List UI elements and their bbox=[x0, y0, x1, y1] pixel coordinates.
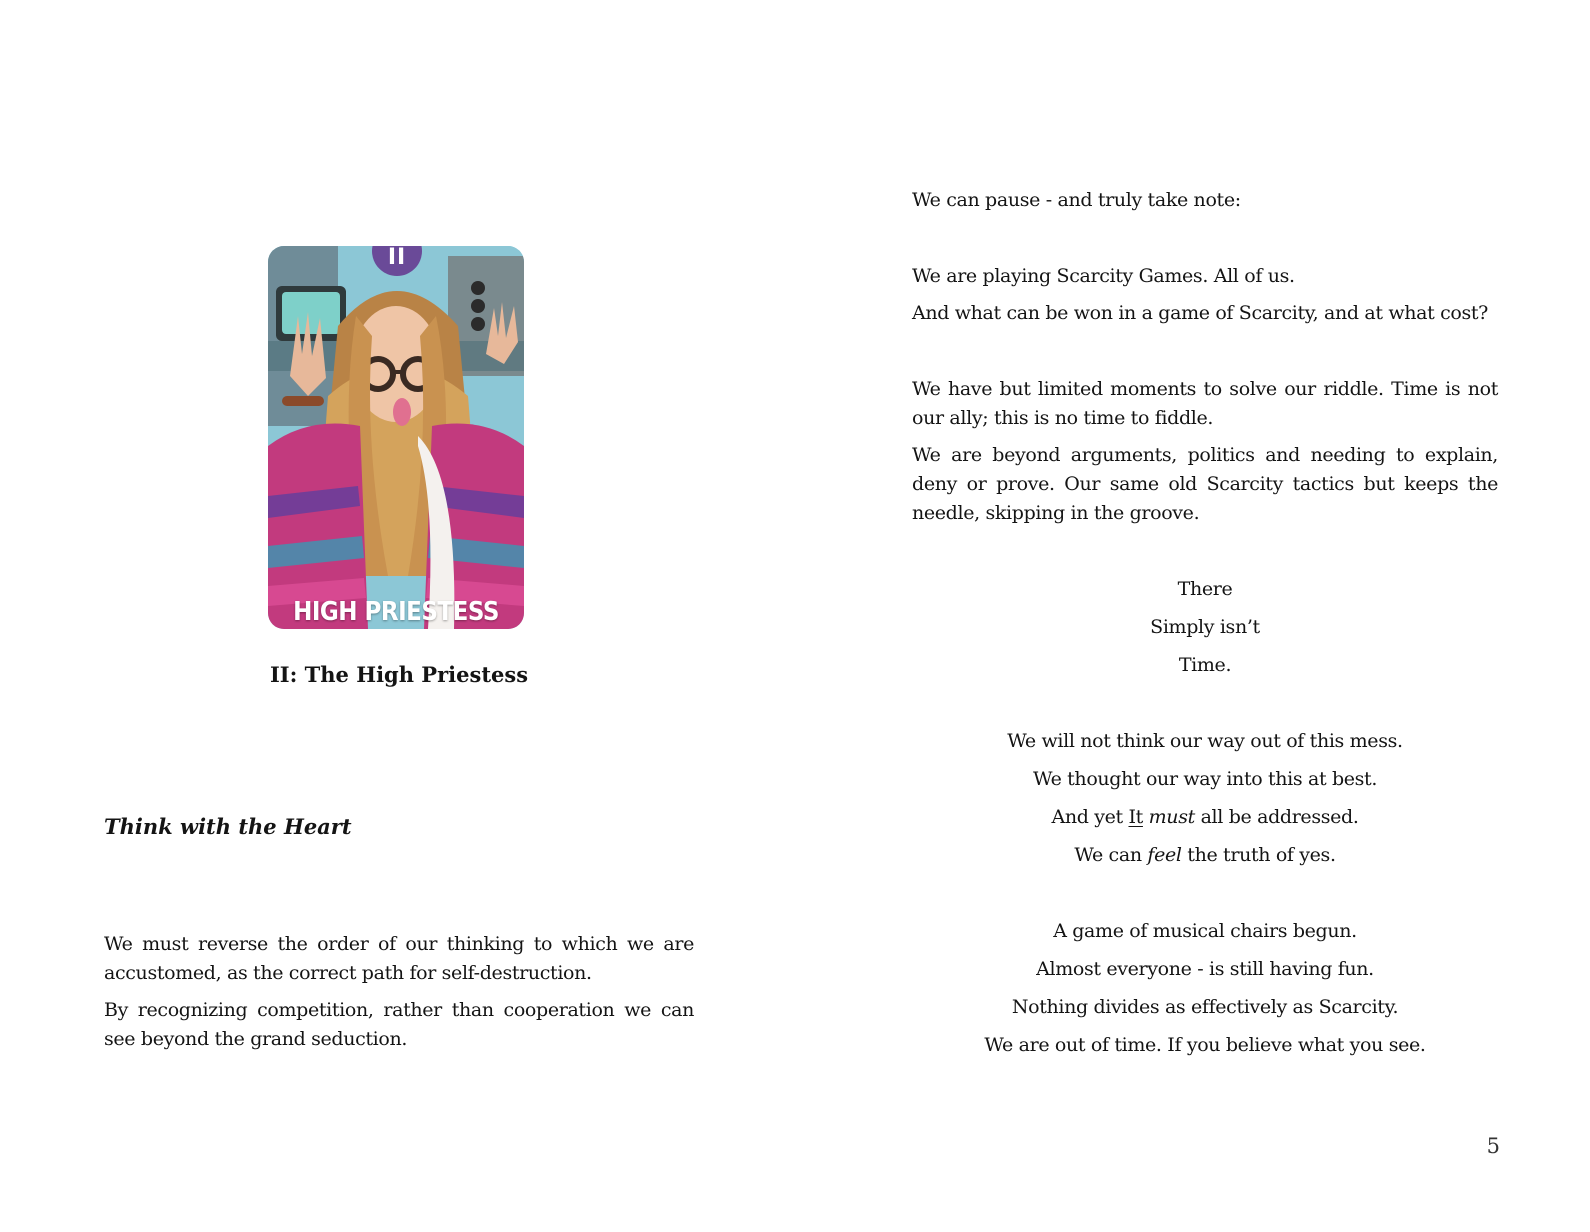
stanza-musical-chairs bbox=[912, 917, 1498, 1060]
stanza-text: all be addressed. bbox=[1194, 806, 1359, 828]
stanza-there-simply-isnt-time bbox=[912, 575, 1498, 680]
italic-word: feel bbox=[1147, 844, 1182, 866]
card-title-label: HIGH PRIESTESS bbox=[293, 597, 499, 627]
stanza-line: We are out of time. If you believe what you see. bbox=[984, 1034, 1426, 1056]
stanza-line: We will not think our way out of this mess. bbox=[1007, 730, 1403, 752]
stanza-line: A game of musical chairs begun. bbox=[1053, 920, 1357, 942]
section-heading: Think with the Heart bbox=[104, 814, 352, 839]
left-body-text bbox=[104, 930, 694, 1062]
left-column bbox=[104, 0, 694, 1232]
stanza-line: There bbox=[1177, 578, 1233, 600]
tarot-card-image bbox=[268, 246, 524, 629]
stanza-line-feel bbox=[912, 841, 1498, 870]
card-caption: II: The High Priestess bbox=[269, 662, 529, 687]
stanza-line: Time. bbox=[1178, 654, 1232, 676]
stanza-text: the truth of yes. bbox=[1181, 844, 1336, 866]
stanza-line: We thought our way into this at best. bbox=[1032, 768, 1378, 790]
intro-line: We can pause - and truly take note: bbox=[912, 189, 1241, 211]
stanza-text: We can bbox=[1074, 844, 1148, 866]
stanza-line: Nothing divides as effectively as Scarcity. bbox=[1011, 996, 1399, 1018]
stanza-text: And yet bbox=[1051, 806, 1129, 828]
stanza-line: Almost everyone - is still having fun. bbox=[1036, 958, 1374, 980]
stanza-line: Simply isn’t bbox=[1150, 616, 1260, 638]
right-column bbox=[912, 186, 1498, 1060]
paragraph-what-can-be-won: And what can be won in a game of Scarcity, and at what cost? bbox=[912, 302, 1488, 324]
underlined-word: It bbox=[1128, 806, 1143, 828]
italic-word: must bbox=[1148, 806, 1195, 828]
paragraph-scarcity-games: We are playing Scarcity Games. All of us. bbox=[912, 265, 1295, 287]
paragraph-limited-moments: We have but limited moments to solve our riddle. Time is not our ally; this is no time to fiddle. bbox=[912, 378, 1498, 429]
stanza-think-our-way bbox=[912, 727, 1498, 870]
stanza-line-addressed bbox=[912, 803, 1498, 832]
left-paragraph-1: We must reverse the order of our thinking to which we are accustomed, as the correct path for self-destruction. bbox=[104, 933, 694, 984]
paragraph-beyond-arguments: We are beyond arguments, politics and needing to explain, deny or prove. Our same old Scarcity tactics but keeps the needle, skipping in the groove. bbox=[912, 444, 1498, 524]
page-number: 5 bbox=[1486, 1134, 1500, 1158]
card-illustration bbox=[268, 246, 524, 629]
left-paragraph-2: By recognizing competition, rather than cooperation we can see beyond the grand seduction. bbox=[104, 999, 694, 1050]
card-numeral: II bbox=[372, 246, 422, 276]
